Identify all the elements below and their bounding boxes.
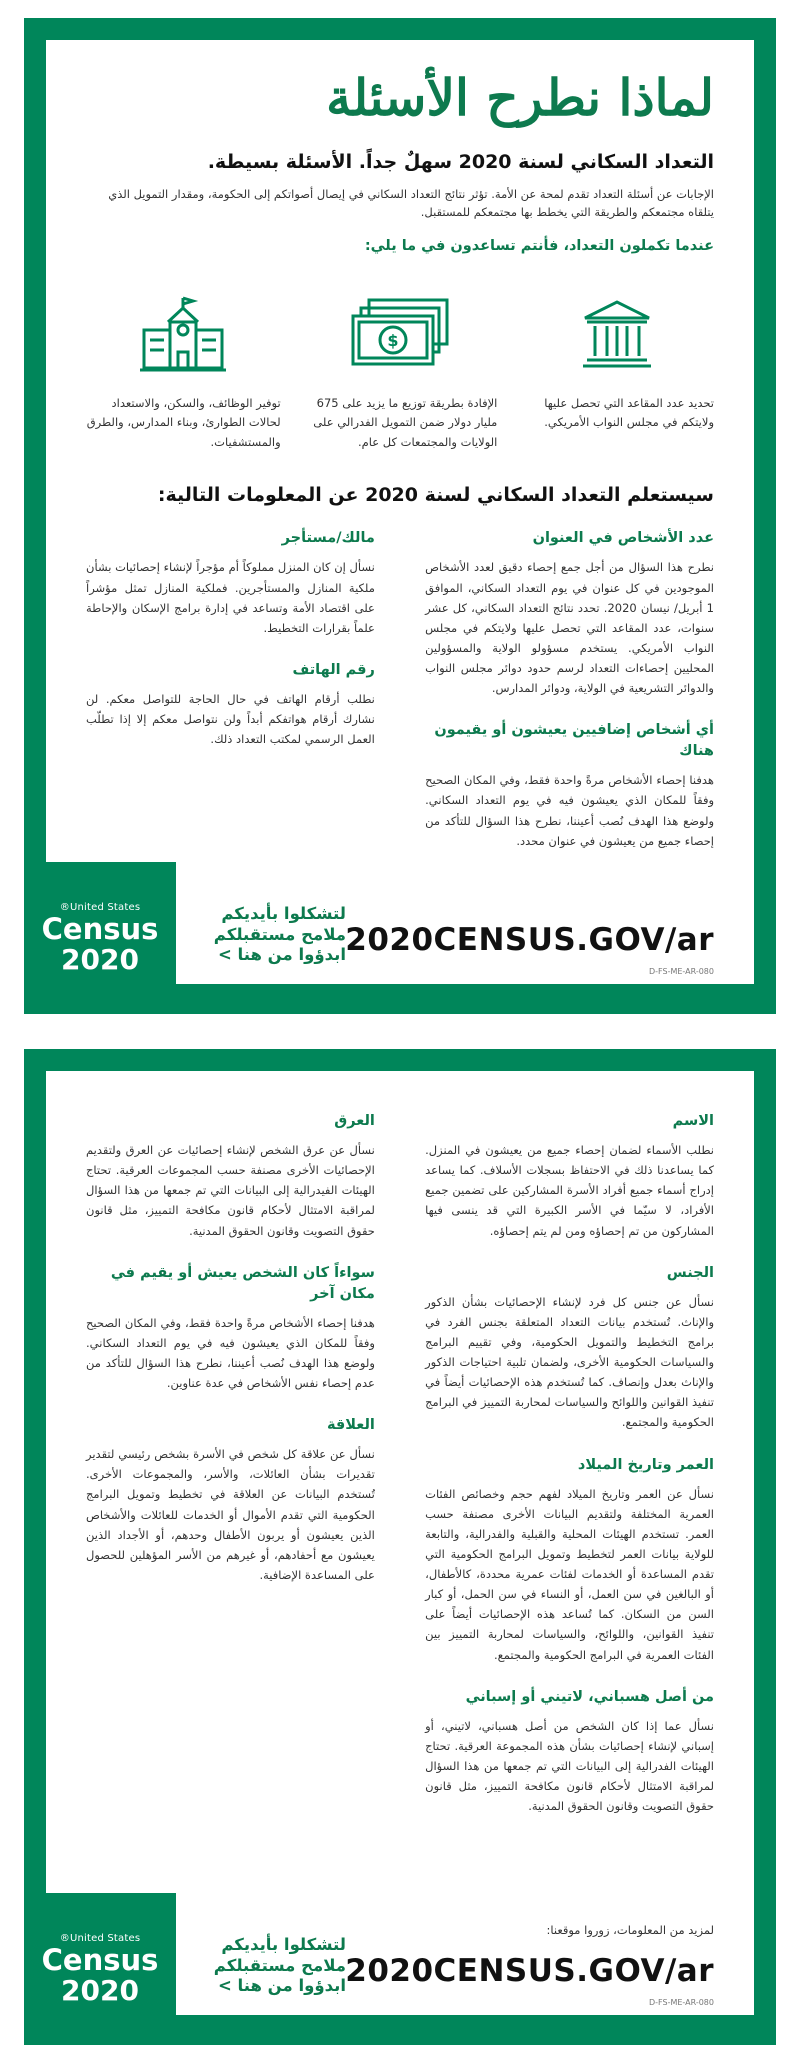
left-column	[86, 528, 375, 872]
topic-text: نطرح هذا السؤال من أجل جمع إحصاء دقيق لعدد الأشخاص الموجودين في كل عنوان في يوم التعداد السكاني، الموافق 1 أبريل/ نيسان 2020. تحدد نتائج التعداد السكاني، كل عشر سنوات، عدد المقاعد التي تحصل عليها ولايتكم في مجلس النواب الأمريكي. يستخدم مسؤولو الولاية والمسؤولين المحليين إحصاءات التعداد لرسم حدود دوائر مجلس النواب والدوائر التشريعية في الولاية، ودوائر المدارس.	[425, 560, 714, 696]
right-column	[425, 528, 714, 872]
svg-text:$: $	[387, 330, 399, 350]
census-url-link[interactable]: 2020CENSUS.GOV/ar	[345, 1953, 714, 1989]
tagline	[196, 1935, 346, 1997]
benefit-services	[86, 288, 281, 453]
topic-text: نطلب الأسماء لضمان إحصاء جميع من يعيشون في المنزل. كما يساعدنا ذلك في الاحتفاظ بسجلات الأسلاف. كما يساعد إدراج أسماء جميع أفراد الأسرة المشاركين على تضمين جميع الأفراد، لا سيّما في الأسر الكبيرة التي قد ينسى فيها المشاركون من تم إحصاؤه ومن لم يتم إحصاؤه.	[425, 1143, 714, 1238]
census-logo	[24, 862, 176, 1014]
census-url-link[interactable]: 2020CENSUS.GOV/ar	[345, 922, 714, 958]
page-2-content-area	[41, 1071, 754, 2015]
topic-heading: العرق	[334, 1113, 375, 1129]
topic-text: نسأل إن كان المنزل مملوكاً أم مؤجراً لإنشاء إحصائيات بشأن ملكية المنازل والمستأجرين. فملكية المنازل تمثل مؤشراً على اقتصاد الأمة وتساعد في إدارة برامج الإسكان والإحاطة علماً بقرارات التخطيط.	[86, 560, 375, 635]
topic-heading: من أصل هسباني، لاتيني أو إسباني	[465, 1688, 714, 1705]
form-code: D-FS-ME-AR-080	[648, 967, 714, 976]
tagline-line: ملامح مستقبلكم	[213, 924, 346, 944]
benefit-funding-text: الإفادة بطريقة توزيع ما يزيد على 675 مليار دولار ضمن التمويل الفدرالي على الولايات والمجتمعات كل عام.	[313, 395, 498, 449]
tagline-line: ابدؤوا من هنا >	[217, 1976, 346, 1996]
benefit-funding	[303, 288, 498, 453]
benefit-seats-text: تحديد عدد المقاعد التي تحصل عليها ولايتكم في مجلس النواب الأمريكي.	[544, 395, 714, 430]
logo-census: Census	[41, 1943, 159, 1977]
money-bills-icon	[345, 294, 455, 374]
tagline-line: ملامح مستقبلكم	[213, 1955, 346, 1975]
left-column	[86, 1111, 375, 1838]
page-subtitle: التعداد السكاني لسنة 2020 سهلٌ جداً. الأسئلة بسيطة.	[207, 151, 714, 173]
school-building-icon	[138, 294, 228, 374]
tagline	[196, 904, 346, 966]
page-title: لماذا نطرح الأسئلة	[326, 68, 714, 127]
info-section-title: سيستعلم التعداد السكاني لسنة 2020 عن المعلومات التالية:	[157, 484, 714, 507]
benefit-services-text: توفير الوظائف، والسكن، والاستعداد لحالات الطوارئ، وبناء المدارس، والطرق والمستشفيات.	[86, 395, 281, 449]
topic-heading: سواءاً كان الشخص يعيش أو يقيم في مكان آخر	[110, 1264, 375, 1302]
tagline-line: لتشكلوا بأيديكم	[221, 904, 346, 924]
flyer-page-2	[24, 1049, 776, 2045]
topic-text: هدفنا إحصاء الأشخاص مرةً واحدة فقط، وفي المكان الصحيح وفقاً للمكان الذي يعيشون فيه في يوم التعداد السكاني. ولوضع هذا الهدف نُصب أعيننا، نطرح هذا السؤال للتأكد من إحصاء جميع من يعيشون في عنوان محدد.	[425, 773, 714, 848]
topic-heading: الاسم	[672, 1113, 714, 1129]
info-columns	[86, 1111, 714, 1838]
logo-census: Census	[41, 912, 159, 946]
help-lead: عندما تكملون التعداد، فأنتم تساعدون في ما يلي:	[364, 237, 714, 254]
form-code: D-FS-ME-AR-080	[648, 1998, 714, 2007]
right-column	[425, 1111, 714, 1838]
topic-heading: العلاقة	[326, 1417, 375, 1434]
tagline-line: لتشكلوا بأيديكم	[221, 1935, 346, 1955]
logo-year: 2020	[61, 1974, 139, 2007]
topic-text: نسأل عن العمر وتاريخ الميلاد لفهم حجم وخصائص الفئات العمرية المختلفة ولتقديم البيانات الأخرى مصنفة حسب العمر. تستخدم الهيئات المحلية والقبلية والفدرالية، والتابعة للولاية بيانات العمر لتخطيط وتمويل البرامج الحكومية التي تقدم المساعدة أو الخدمات لفئات عمرية محددة، كالأطفال، أو البالغين في سن العمل، أو النساء في سن الحمل، أو كبار السن من السكان. كما تُساعد هذه الإحصائيات أيضاً على تنفيذ القوانين، واللوائح، والسياسات لمحاربة التمييز بين الفئات العمرية في البرامج الحكومية والمجتمع.	[425, 1486, 714, 1662]
benefit-icons	[86, 288, 714, 453]
topic-text: نسأل عن علاقة كل شخص في الأسرة بشخص رئيسي لتقدير تقديرات بشأن العائلات، والأسر، والمجموعات الأخرى. تُستخدم البيانات عن العلاقة في تخطيط وتمويل البرامج الحكومية التي تقدم الأموال أو الخدمات للعائلات والأشخاص الذين يعيشون أو يربون الأطفال وحدهم، أو الأجداد الذين يعيشون مع أحفادهم، أو غيرهم من الأسر المؤهلين للحصول على المساعدة الإضافية.	[86, 1447, 375, 1582]
logo-country: United States®	[59, 902, 141, 913]
topic-heading: أي أشخاص إضافيين يعيشون أو يقيمون هناك	[434, 722, 714, 760]
census-logo	[24, 1893, 176, 2045]
info-columns	[86, 528, 714, 872]
benefit-seats	[519, 288, 714, 453]
page-1-content-area	[41, 40, 754, 984]
topic-heading: رقم الهاتف	[292, 661, 375, 678]
topic-text: هدفنا إحصاء الأشخاص مرةً واحدة فقط، وفي المكان الصحيح وفقاً للمكان الذي يعيشون فيه في يوم التعداد السكاني. ولوضع هذا الهدف نُصب أعيننا، نطرح هذا السؤال للتأكد من عدم إحصاء نفس الأشخاص في عدة عناوين.	[86, 1315, 375, 1391]
government-building-icon	[577, 294, 657, 374]
tagline-line: ابدؤوا من هنا >	[217, 945, 346, 965]
topic-text: نسأل عما إذا كان الشخص من أصل هسباني، لاتيني، أو إسباني لإنشاء إحصائيات بشأن هذه المجموعة العرقية. تحتاج الهيئات الفدرالية إلى البيانات التي تم جمعها من هذا السؤال لمراقبة الامتثال لأحكام قانون مكافحة التمييز، مثل قانون حقوق التصويت وقانون الحقوق المدنية.	[425, 1718, 714, 1814]
logo-country: United States®	[59, 1933, 141, 1944]
flyer-page-1	[24, 18, 776, 1014]
topic-text: نطلب أرقام الهاتف في حال الحاجة للتواصل معكم. لن نشارك أرقام هواتفكم أبداً ولن نتواصل معكم إلا إذا تطلّب العمل الرسمي لمكتب التعداد ذلك.	[86, 691, 375, 747]
topic-heading: الجنس	[666, 1264, 714, 1281]
topic-text: نسأل عن عرق الشخص لإنشاء إحصائيات عن العرق ولتقديم الإحصائيات الأخرى مصنفة حسب المجموعات العرقية. تحتاج الهيئات الفيدرالية إلى البيانات التي تم جمعها من هذا السؤال لمراقبة الامتثال لأحكام قانون مكافحة التمييز، مثل قانون حقوق التصويت وقانون الحقوق المدنية.	[86, 1143, 375, 1238]
page-footer	[41, 844, 754, 984]
topic-heading: عدد الأشخاص في العنوان	[532, 530, 714, 547]
intro-paragraph: الإجابات عن أسئلة التعداد تقدم لمحة عن الأمة. تؤثر نتائج التعداد السكاني في إيصال أصواتكم إلى الحكومة، ومقدار التمويل الذي يتلقاه مجتمعكم والطريقة التي يخطط بها مجتمعكم للمستقبل.	[108, 187, 714, 220]
logo-year: 2020	[61, 943, 139, 976]
page-footer	[41, 1875, 754, 2015]
more-info-text: لمزيد من المعلومات، زوروا موقعنا:	[546, 1923, 714, 1937]
topic-heading: العمر وتاريخ الميلاد	[577, 1456, 714, 1473]
topic-text: نسأل عن جنس كل فرد لإنشاء الإحصائيات بشأن الذكور والإناث. تُستخدم بيانات التعداد المتعلقة بجنس الفرد في برامج التخطيط والتمويل الحكومية، وفي تقييم البرامج والسياسات الحكومية الأخرى، ولضمان تلبية احتياجات الذكور والإناث بعدل وإنصاف. كما تُستخدم هذه الإحصائيات أيضاً في تنفيذ القوانين واللوائح والسياسات لمحاربة التمييز في البرامج الحكومية والمجتمع.	[425, 1294, 714, 1430]
topic-heading: مالك/مستأجر	[281, 530, 375, 547]
